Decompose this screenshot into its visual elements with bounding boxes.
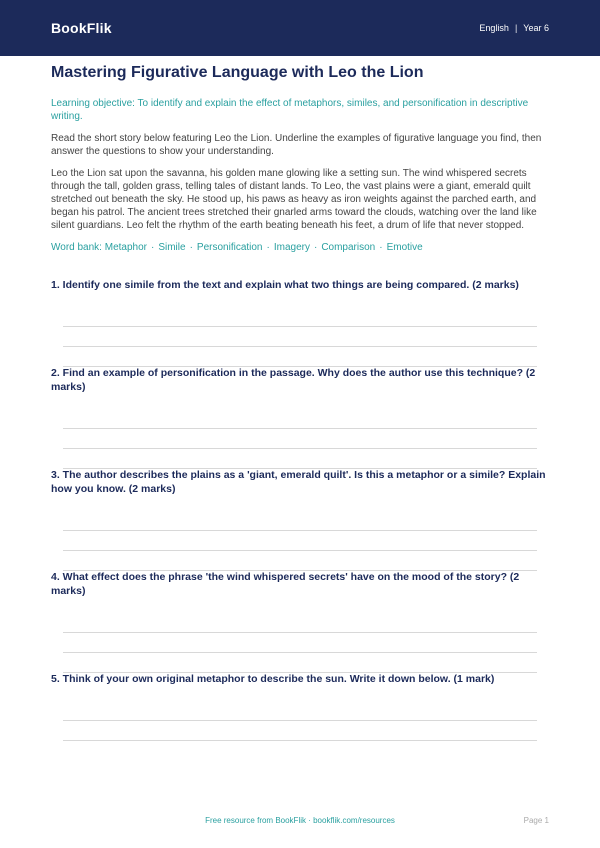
answer-line[interactable] bbox=[63, 428, 537, 429]
subject-label: English bbox=[479, 23, 509, 33]
answer-line[interactable] bbox=[63, 448, 537, 449]
answer-line[interactable] bbox=[63, 550, 537, 551]
word-bank-term: Personification bbox=[196, 242, 263, 253]
answer-line[interactable] bbox=[63, 740, 537, 741]
answer-line[interactable] bbox=[63, 720, 537, 721]
story-passage: Leo the Lion sat upon the savanna, his golden mane glowing like a setting sun. The wind whispered secrets through the tall, golden grass, telling tales of distant lands. To Leo, the vast plains were a giant, emerald quilt stretched out beneath the sky. He stood up, his paws as heavy as iron weights against the parched earth, and began his patrol. The ancient trees stretched their gnarled arms toward the clouds, watching over the land like silent guardians. Leo felt the rhythm of the earth beating beneath his feet, a drum of life that never stopped. bbox=[51, 168, 537, 231]
question-3: 3. The author describes the plains as a 'giant, emerald quilt'. Is this a metaphor or a simile? Explain how you know. (2 marks) bbox=[51, 469, 546, 495]
word-bank-separator: · bbox=[150, 242, 155, 253]
word-bank-separator: · bbox=[189, 242, 193, 253]
question-4: 4. What effect does the phrase 'the wind whispered secrets' have on the mood of the story? (2 marks) bbox=[51, 571, 520, 597]
word-bank bbox=[51, 242, 547, 253]
question-5: 5. Think of your own original metaphor to describe the sun. Write it down below. (1 mark) bbox=[51, 673, 495, 685]
question-2: 2. Find an example of personification in the passage. Why does the author use this technique? (2 marks) bbox=[51, 367, 536, 393]
footer-credit: Free resource from BookFlik · bookflik.com/resources bbox=[205, 816, 395, 825]
answer-line[interactable] bbox=[63, 530, 537, 531]
word-bank-term: Metaphor bbox=[104, 242, 147, 253]
answer-line[interactable] bbox=[63, 632, 537, 633]
page-footer bbox=[0, 816, 600, 828]
page-header bbox=[0, 0, 600, 56]
question-1: 1. Identify one simile from the text and explain what two things are being compared. (2 marks) bbox=[51, 279, 519, 291]
instructions-text: Read the short story below featuring Leo the Lion. Underline the examples of figurative language you find, then answer the questions to show your understanding. bbox=[51, 133, 542, 157]
worksheet-intro bbox=[51, 64, 547, 253]
word-bank-label: Word bank: bbox=[51, 242, 102, 253]
year-label: Year 6 bbox=[523, 23, 549, 33]
word-bank-term: Emotive bbox=[386, 242, 423, 253]
brand-logo-text: BookFlik bbox=[51, 20, 112, 36]
word-bank-separator: · bbox=[266, 242, 270, 253]
answer-line[interactable] bbox=[63, 346, 537, 347]
word-bank-separator: · bbox=[379, 242, 383, 253]
page-number: Page 1 bbox=[523, 816, 549, 825]
word-bank-separator: · bbox=[313, 242, 318, 253]
answer-line[interactable] bbox=[63, 326, 537, 327]
word-bank-term: Simile bbox=[158, 242, 186, 253]
answer-line[interactable] bbox=[63, 652, 537, 653]
word-bank-term: Imagery bbox=[273, 242, 310, 253]
word-bank-term: Comparison bbox=[321, 242, 376, 253]
learning-objective: Learning objective: To identify and explain the effect of metaphors, similes, and personification in descriptive writing. bbox=[51, 98, 529, 122]
header-meta bbox=[479, 23, 549, 33]
page-title: Mastering Figurative Language with Leo the Lion bbox=[51, 64, 424, 81]
meta-separator: | bbox=[514, 23, 518, 33]
